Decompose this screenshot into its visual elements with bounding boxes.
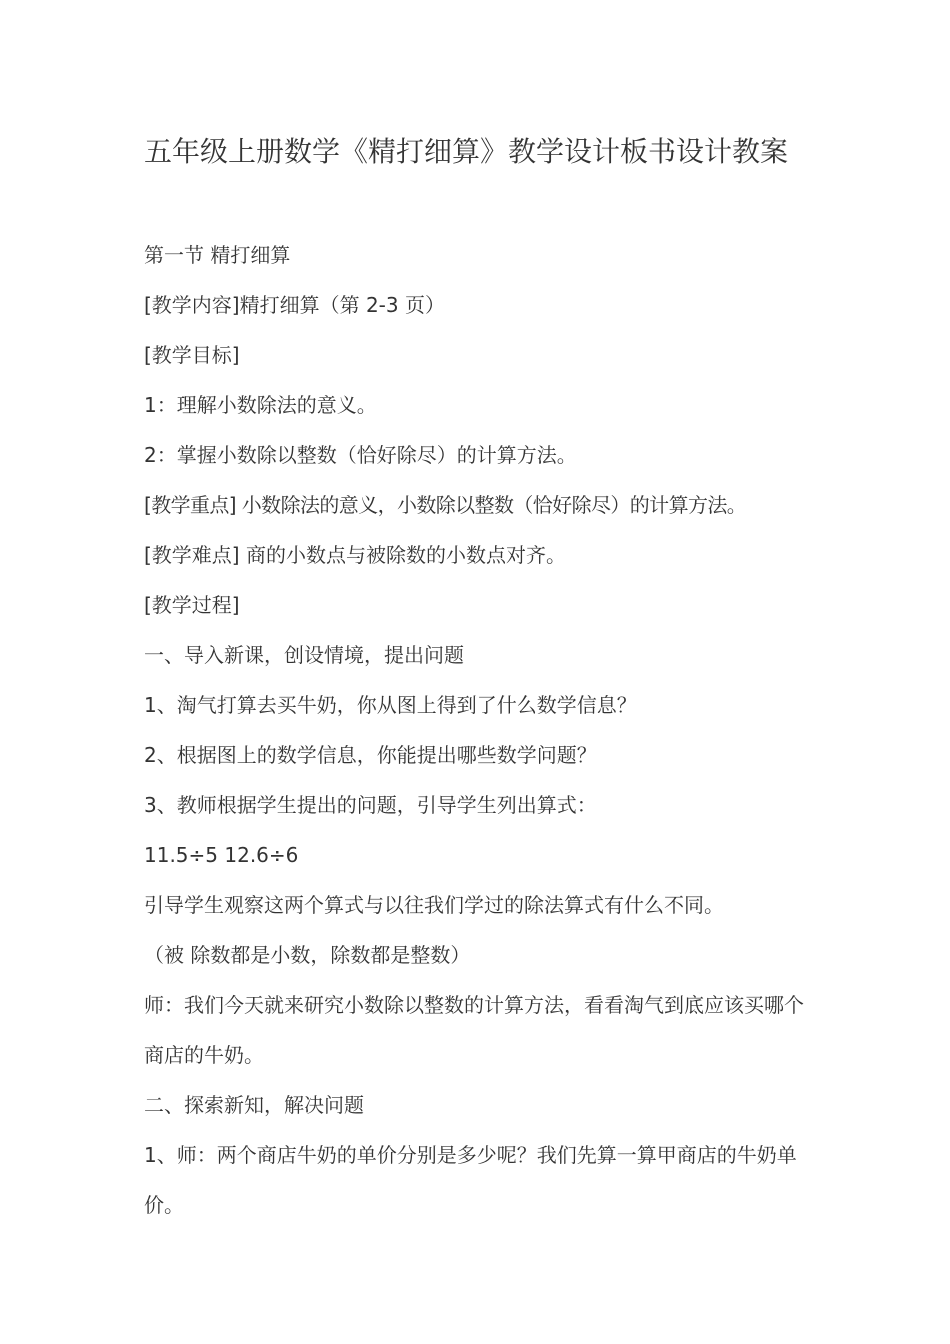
step-3: 3、教师根据学生提出的问题，引导学生列出算式： xyxy=(144,793,597,817)
teaching-process-heading: [教学过程] xyxy=(144,593,240,617)
teaching-content: [教学内容]精打细算（第 2-3 页） xyxy=(144,293,445,317)
teacher-question: 1、师：两个商店牛奶的单价分别是多少呢？我们先算一算甲商店的牛奶单价。 xyxy=(144,1143,797,1217)
part-one-heading: 一、导入新课，创设情境，提出问题 xyxy=(144,643,464,667)
section-heading: 第一节 精打细算 xyxy=(144,243,291,267)
part-two-heading: 二、探索新知，解决问题 xyxy=(144,1093,364,1117)
step-1: 1、淘气打算去买牛奶，你从图上得到了什么数学信息？ xyxy=(144,693,637,717)
document-body xyxy=(144,230,814,1230)
teaching-difficulty: [教学难点] 商的小数点与被除数的小数点对齐。 xyxy=(144,543,566,567)
formula-line: 11.5÷5 12.6÷6 xyxy=(144,843,299,867)
teaching-goals-heading: [教学目标] xyxy=(144,343,240,367)
goal-item-1: 1：理解小数除法的意义。 xyxy=(144,393,377,417)
teaching-key-point: [教学重点] 小数除法的意义，小数除以整数（恰好除尽）的计算方法。 xyxy=(144,493,747,517)
goal-item-2: 2：掌握小数除以整数（恰好除尽）的计算方法。 xyxy=(144,443,577,467)
document-title: 五年级上册数学《精打细算》教学设计板书设计教案 xyxy=(144,135,789,168)
step-2: 2、根据图上的数学信息，你能提出哪些数学问题？ xyxy=(144,743,597,767)
teacher-statement: 师：我们今天就来研究小数除以整数的计算方法，看看淘气到底应该买哪个商店的牛奶。 xyxy=(144,993,804,1067)
observation-answer: （被 除数都是小数，除数都是整数） xyxy=(144,943,471,967)
observation-prompt: 引导学生观察这两个算式与以往我们学过的除法算式有什么不同。 xyxy=(144,893,724,917)
